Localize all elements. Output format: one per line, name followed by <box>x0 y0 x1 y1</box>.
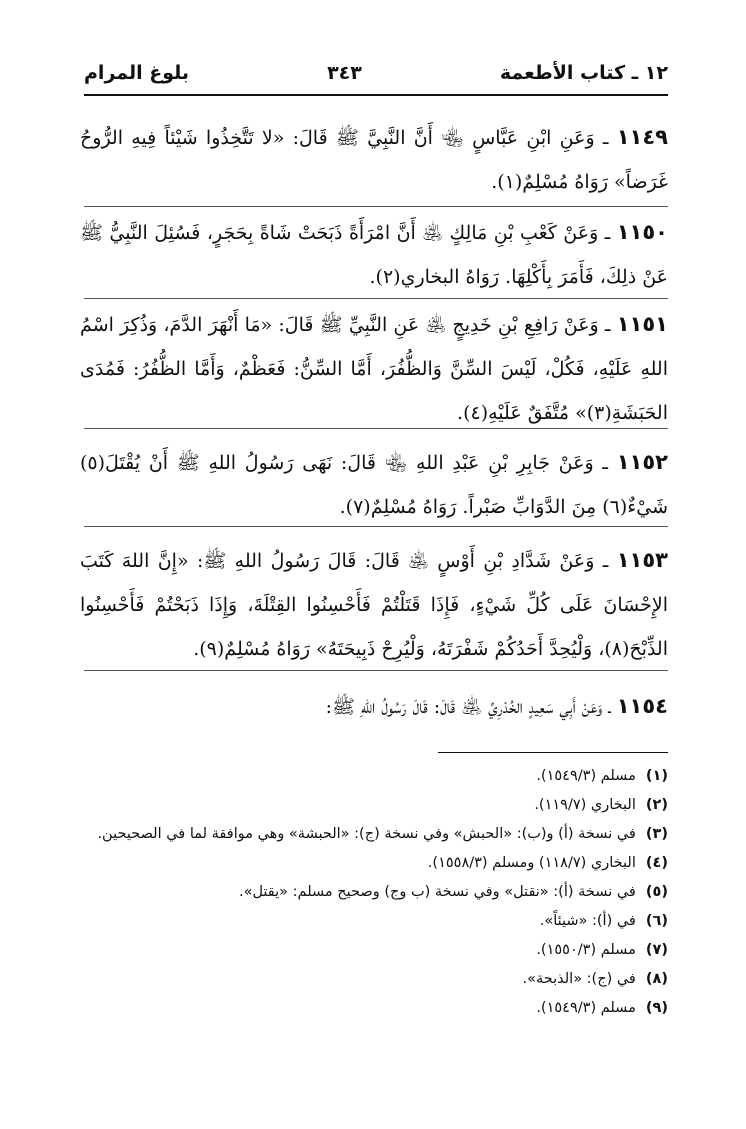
hadith-1154 <box>80 684 668 729</box>
footnote-number: (٦) <box>645 913 668 929</box>
section-divider <box>84 670 668 671</box>
hadith-1151 <box>80 302 668 435</box>
footnote-rule <box>438 752 668 753</box>
hadith-text: ـ وَعَنْ كَعْبِ بْنِ مَالِكٍ ﵁ أَنَّ امْرَأَةً ذَبَحَتْ شَاةً بِحَجَرٍ، فَسُئِلَ النَّبِيُّ ﷺ عَنْ ذلِكَ، فَأَمَرَ بِأَكْلِهَا. رَوَاهُ البخاري(٢). <box>80 222 668 288</box>
hadith-number: ١١٥٣ <box>616 548 668 572</box>
section-divider <box>84 526 668 527</box>
footnote-text: في نسخة (أ): «نقتل» وفي نسخة (ب وج) وصحيح مسلم: «يقتل». <box>238 884 636 900</box>
footnote-text: مسلم (١٥٤٩/٣). <box>536 1000 636 1016</box>
footnotes-list <box>84 762 668 1023</box>
footnote-item <box>84 936 668 965</box>
hadith-1150 <box>80 210 668 299</box>
hadith-text: ـ وَعَنْ رَافِعِ بْنِ خَدِيجٍ ﵁ عَنِ النَّبِيِّ ﷺ قَالَ: «مَا أَنْهَرَ الدَّمَ، وَذُكِرَ اسْمُ اللهِ عَلَيْهِ، فَكُلْ، لَيْسَ السِّنَّ وَالظُّفُرَ، أَمَّا السِّنُّ: فَعَظْمٌ، وَأَمَّا الظُّفُرُ: فَمُدَى الحَبَشَةِ(٣)» مُتَّفَقٌ عَلَيْهِ(٤). <box>80 314 668 424</box>
footnote-item <box>84 994 668 1023</box>
footnote-text: مسلم (١٥٥٠/٣). <box>536 942 636 958</box>
hadith-text: ـ وَعَنْ جَابِرِ بْنِ عَبْدِ اللهِ ﵄ قَالَ: نَهَى رَسُولُ اللهِ ﷺ أَنْ يُقْتَلَ(٥) شَيْءٌ(٦) مِنَ الدَّوَابِّ صَبْراً. رَوَاهُ مُسْلِمٌ(٧). <box>80 452 668 518</box>
hadith-1149 <box>80 115 668 204</box>
book-title: بلوغ المرام <box>84 62 190 84</box>
footnote-item <box>84 849 668 878</box>
footnote-item <box>84 762 668 791</box>
header-rule <box>84 94 668 96</box>
section-divider <box>84 428 668 429</box>
footnote-item <box>84 820 668 849</box>
chapter-title: ١٢ ـ كتاب الأطعمة <box>499 62 668 84</box>
hadith-1152 <box>80 440 668 529</box>
footnote-item <box>84 965 668 994</box>
footnote-number: (١) <box>645 768 668 784</box>
footnote-number: (٩) <box>645 1000 668 1016</box>
hadith-text: ـ وَعَنْ شَدَّادِ بْنِ أَوْسٍ ﵁ قَالَ: قَالَ رَسُولُ اللهِ ﷺ: «إِنَّ اللهَ كَتَبَ الإِحْسَانَ عَلَى كُلِّ شَيْءٍ، فَإِذَا قَتَلْتُمْ فَأَحْسِنُوا القِتْلَةَ، وَإِذَا ذَبَحْتُمْ فَأَحْسِنُوا الذِّبْحَ(٨)، وَلْيُحِدَّ أَحَدُكُمْ شَفْرَتَهُ، وَلْيُرِحْ ذَبِيحَتَهُ» رَوَاهُ مُسْلِمٌ(٩). <box>80 550 668 660</box>
footnote-text: البخاري (١١٨/٧) ومسلم (١٥٥٨/٣). <box>427 855 636 871</box>
footnote-number: (٥) <box>645 884 668 900</box>
footnote-number: (٧) <box>645 942 668 958</box>
footnote-text: في (ج): «الذبحة». <box>522 971 636 987</box>
hadith-text: ـ وَعَنْ أَبِي سَعِيدٍ الخُدْرِيِّ ﵁ قَالَ: قَالَ رَسُولُ اللهِ ﷺ: <box>325 696 611 718</box>
section-divider <box>84 298 668 299</box>
hadith-1153 <box>80 538 668 671</box>
footnote-item <box>84 791 668 820</box>
hadith-number: ١١٤٩ <box>616 125 668 149</box>
page-number: ٣٤٣ <box>327 62 362 84</box>
hadith-number: ١١٥١ <box>616 312 668 336</box>
footnote-text: البخاري (١١٩/٧). <box>534 797 636 813</box>
footnote-text: في نسخة (أ) و(ب): «الحبش» وفي نسخة (ج): «الحبشة» وهي موافقة لما في الصحيحين. <box>97 826 636 842</box>
footnote-number: (٢) <box>645 797 668 813</box>
footnote-item <box>84 878 668 907</box>
hadith-text: ـ وَعَنِ ابْنِ عَبَّاسٍ ﵄ أَنَّ النَّبِيَّ ﷺ قَالَ: «لا تَتَّخِذُوا شَيْئاً فِيهِ الرُّوحُ غَرَضاً» رَوَاهُ مُسْلِمٌ(١). <box>80 127 668 193</box>
footnote-item <box>84 907 668 936</box>
hadith-number: ١١٥٤ <box>616 694 668 718</box>
hadith-number: ١١٥٠ <box>616 220 669 244</box>
footnote-text: مسلم (١٥٤٩/٣). <box>536 768 636 784</box>
footnote-number: (٨) <box>645 971 668 987</box>
section-divider <box>84 206 668 207</box>
footnote-text: في (أ): «شيئاً». <box>539 913 636 929</box>
footnote-number: (٤) <box>645 855 668 871</box>
running-header <box>84 58 668 88</box>
footnote-number: (٣) <box>645 826 668 842</box>
hadith-number: ١١٥٢ <box>616 450 668 474</box>
